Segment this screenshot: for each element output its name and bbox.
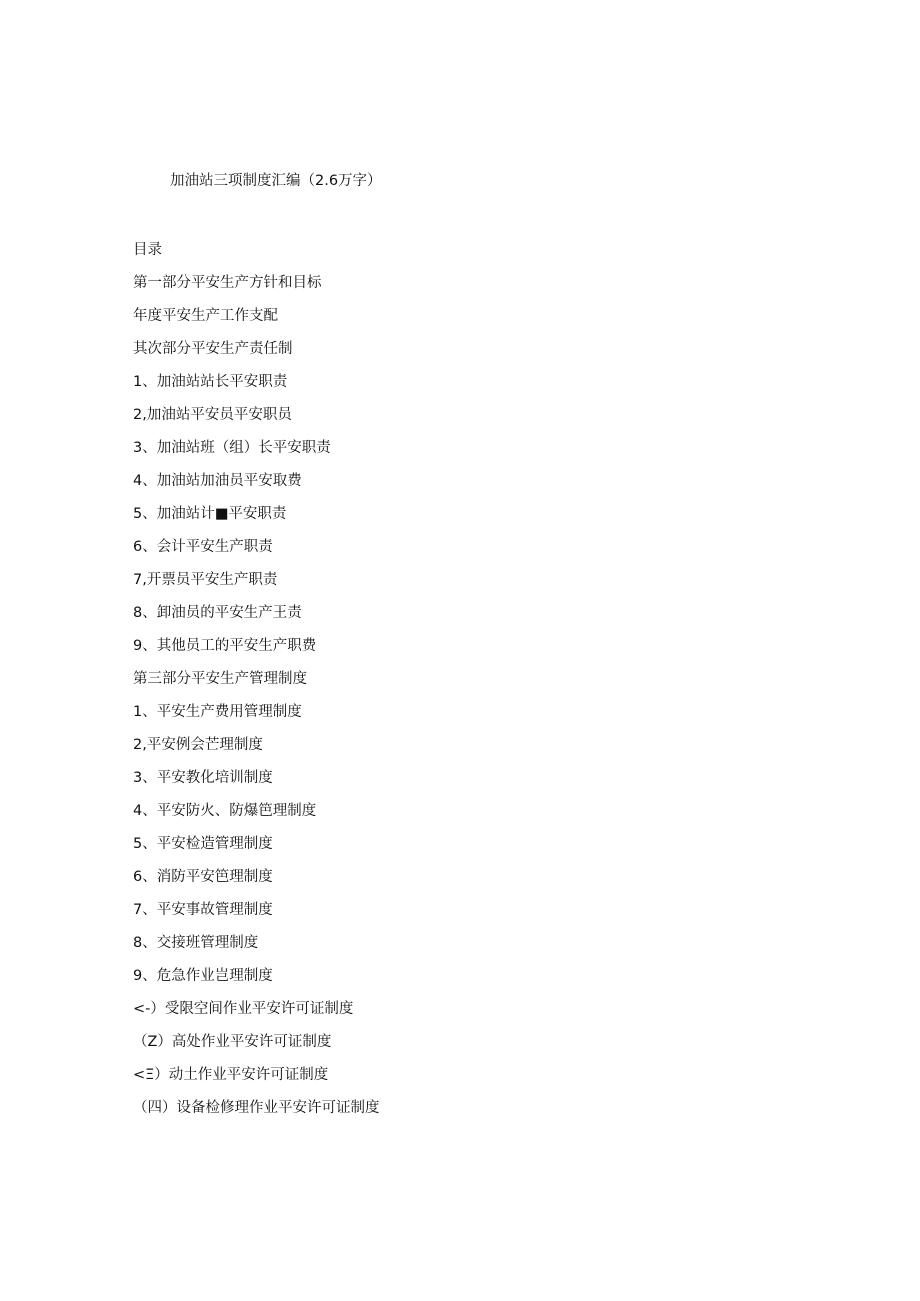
toc-item: 9、其他员工的平安生产职费 bbox=[133, 638, 317, 654]
toc-item: 3、平安教化培训制度 bbox=[133, 770, 273, 786]
toc-list bbox=[133, 272, 380, 1130]
document-title: 加油站三项制度汇编（2.6万字） bbox=[170, 173, 382, 189]
toc-item: 9、危急作业岂理制度 bbox=[133, 968, 273, 984]
toc-item: （四）设备检修理作业平安许可证制度 bbox=[133, 1100, 380, 1116]
toc-item: 4、加油站加油员平安取费 bbox=[133, 473, 302, 489]
toc-item: 3、加油站班（组）长平安职责 bbox=[133, 440, 331, 456]
toc-item: 7、平安事故管理制度 bbox=[133, 902, 273, 918]
toc-item: 其次部分平安生产责任制 bbox=[133, 341, 293, 357]
toc-item: 6、会计平安生产职责 bbox=[133, 539, 273, 555]
toc-item: 第三部分平安生产管理制度 bbox=[133, 671, 307, 687]
toc-item: <Ξ）动土作业平安许可证制度 bbox=[133, 1067, 329, 1083]
toc-item: 5、加油站计■平安职责 bbox=[133, 506, 287, 522]
toc-item: 1、加油站站长平安职责 bbox=[133, 374, 288, 390]
toc-item: （Z）高处作业平安许可证制度 bbox=[133, 1034, 332, 1050]
toc-item: 8、卸油员的平安生产王责 bbox=[133, 605, 302, 621]
toc-item: 年度平安生产工作支配 bbox=[133, 308, 278, 324]
toc-item: 2,加油站平安员平安职员 bbox=[133, 407, 292, 423]
toc-heading: 目录 bbox=[133, 242, 162, 258]
toc-item: 5、平安检造管理制度 bbox=[133, 836, 273, 852]
toc-item: 第一部分平安生产方针和目标 bbox=[133, 275, 322, 291]
toc-item: <-）受限空间作业平安许可证制度 bbox=[133, 1001, 354, 1017]
toc-item: 6、消防平安笆理制度 bbox=[133, 869, 273, 885]
toc-item: 7,开票员平安生产职责 bbox=[133, 572, 278, 588]
toc-item: 8、交接班管理制度 bbox=[133, 935, 259, 951]
toc-item: 1、平安生产费用管理制度 bbox=[133, 704, 302, 720]
toc-item: 2,平安例会芒理制度 bbox=[133, 737, 263, 753]
toc-item: 4、平安防火、防爆笆理制度 bbox=[133, 803, 317, 819]
